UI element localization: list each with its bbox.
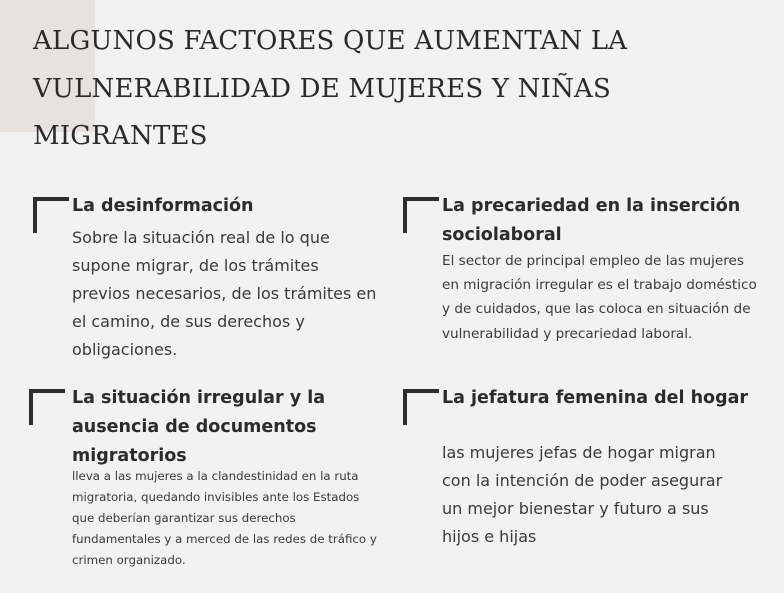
bracket-icon: [403, 389, 439, 425]
factor-heading-situacion-irregular: La situación irregular y la ausencia de documentos migratorios: [72, 388, 325, 466]
bracket-icon: [29, 389, 65, 425]
factor-heading-desinformacion: La desinformación: [72, 196, 254, 216]
bracket-icon: [33, 197, 69, 233]
page-title: ALGUNOS FACTORES QUE AUMENTAN LA VULNERABILIDAD DE MUJERES Y NIÑAS MIGRANTES: [33, 26, 628, 151]
factor-heading-precariedad: La precariedad en la inserción sociolaboral: [442, 196, 741, 245]
factor-text-precariedad: El sector de principal empleo de las mujeres en migración irregular es el trabajo doméstico y de cuidados, que las coloca en situación de vulnerabilidad y precariedad laboral.: [442, 253, 757, 342]
factor-text-desinformacion: Sobre la situación real de lo que supone migrar, de los trámites previos necesarios, de los trámites en el camino, de sus derechos y obligaciones.: [72, 228, 377, 359]
bracket-icon: [403, 197, 439, 233]
factor-text-situacion-irregular: lleva a las mujeres a la clandestinidad en la ruta migratoria, quedando invisibles ante los Estados que deberían garantizar sus derechos fundamentales y a merced de las redes de tráfico y crimen organizado.: [72, 469, 377, 567]
factor-heading-jefatura-femenina: La jefatura femenina del hogar: [442, 388, 749, 408]
factor-text-jefatura-femenina: las mujeres jefas de hogar migran con la intención de poder asegurar un mejor bienestar y futuro a sus hijos e hijas: [442, 443, 723, 546]
